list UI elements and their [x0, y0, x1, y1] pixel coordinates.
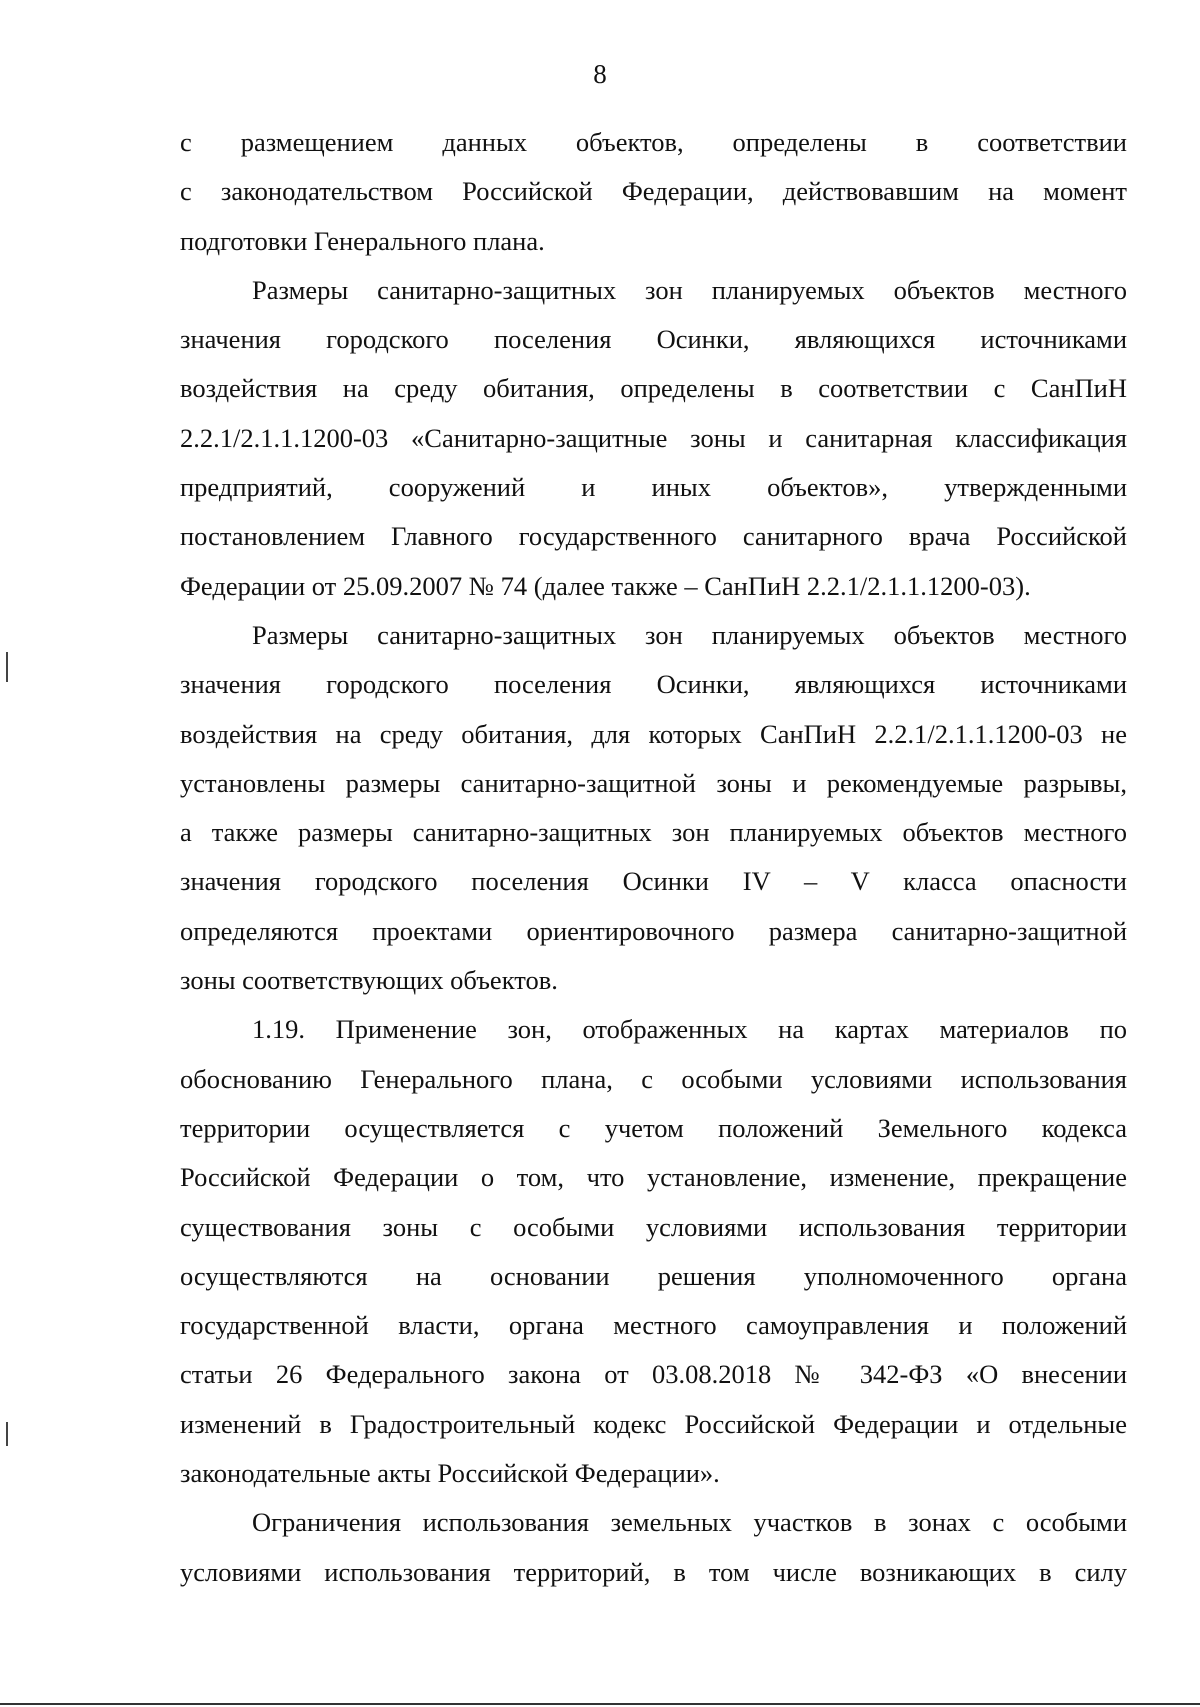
scan-edge-mark — [6, 652, 8, 682]
text-line: 1.19. Применение зон, отображенных на картах материалов по — [252, 1014, 1127, 1045]
text-line: с размещением данных объектов, определены в соответствии — [180, 127, 1127, 157]
text-line: осуществляются на основании решения уполномоченного органа — [180, 1260, 1127, 1291]
text-line: воздействия на среду обитания, для которых СанПиН 2.2.1/2.1.1.1200-03 не — [180, 718, 1127, 749]
paragraph — [180, 1005, 1127, 1498]
paragraph — [180, 118, 1127, 266]
text-line: Размеры санитарно-защитных зон планируемых объектов местного — [252, 619, 1127, 650]
text-line: Федерации от 25.09.2007 № 74 (далее также – СанПиН 2.2.1/2.1.1.1200-03). — [180, 570, 1031, 601]
text-line: Ограничения использования земельных участков в зонах с особыми — [252, 1507, 1127, 1538]
text-line: Российской Федерации о том, что установление, изменение, прекращение — [180, 1162, 1127, 1193]
page-number: 8 — [593, 59, 607, 89]
text-line: законодательные акты Российской Федерации». — [180, 1458, 720, 1489]
paragraph — [180, 266, 1127, 611]
document-body — [180, 118, 1127, 1597]
text-line: подготовки Генерального плана. — [180, 225, 545, 256]
text-line: предприятий, сооружений и иных объектов», утвержденными — [180, 472, 1127, 503]
text-line: условиями использования территорий, в том числе возникающих в силу — [180, 1556, 1127, 1587]
text-line: установлены размеры санитарно-защитной зоны и рекомендуемые разрывы, — [180, 767, 1127, 798]
paragraph — [180, 611, 1127, 1005]
text-line: постановлением Главного государственного санитарного врача Российской — [180, 521, 1127, 552]
text-line: существования зоны с особыми условиями использования территории — [180, 1211, 1127, 1242]
text-line: значения городского поселения Осинки IV – V класса опасности — [180, 866, 1127, 897]
text-line: 2.2.1/2.1.1.1200-03 «Санитарно-защитные зоны и санитарная классификация — [180, 422, 1127, 453]
text-line: определяются проектами ориентировочного размера санитарно-защитной — [180, 915, 1127, 946]
text-line: Размеры санитарно-защитных зон планируемых объектов местного — [252, 274, 1127, 305]
paragraph — [180, 1498, 1127, 1597]
scan-edge-mark — [6, 1422, 8, 1446]
text-line: воздействия на среду обитания, определены в соответствии с СанПиН — [180, 373, 1127, 404]
text-line: значения городского поселения Осинки, являющихся источниками — [180, 669, 1127, 700]
text-line: территории осуществляется с учетом положений Земельного кодекса — [180, 1112, 1127, 1143]
text-line: с законодательством Российской Федерации, действовавшим на момент — [180, 176, 1127, 207]
text-line: значения городского поселения Осинки, являющихся источниками — [180, 324, 1127, 355]
text-line: изменений в Градостроительный кодекс Российской Федерации и отдельные — [180, 1408, 1127, 1439]
scan-bottom-rule — [0, 1703, 1200, 1705]
text-line: государственной власти, органа местного самоуправления и положений — [180, 1310, 1127, 1341]
text-line: зоны соответствующих объектов. — [180, 965, 558, 996]
text-line: статьи 26 Федерального закона от 03.08.2018 № 342-ФЗ «О внесении — [180, 1359, 1127, 1390]
text-line: а также размеры санитарно-защитных зон планируемых объектов местного — [180, 817, 1127, 848]
text-line: обоснованию Генерального плана, с особыми условиями использования — [180, 1063, 1127, 1094]
